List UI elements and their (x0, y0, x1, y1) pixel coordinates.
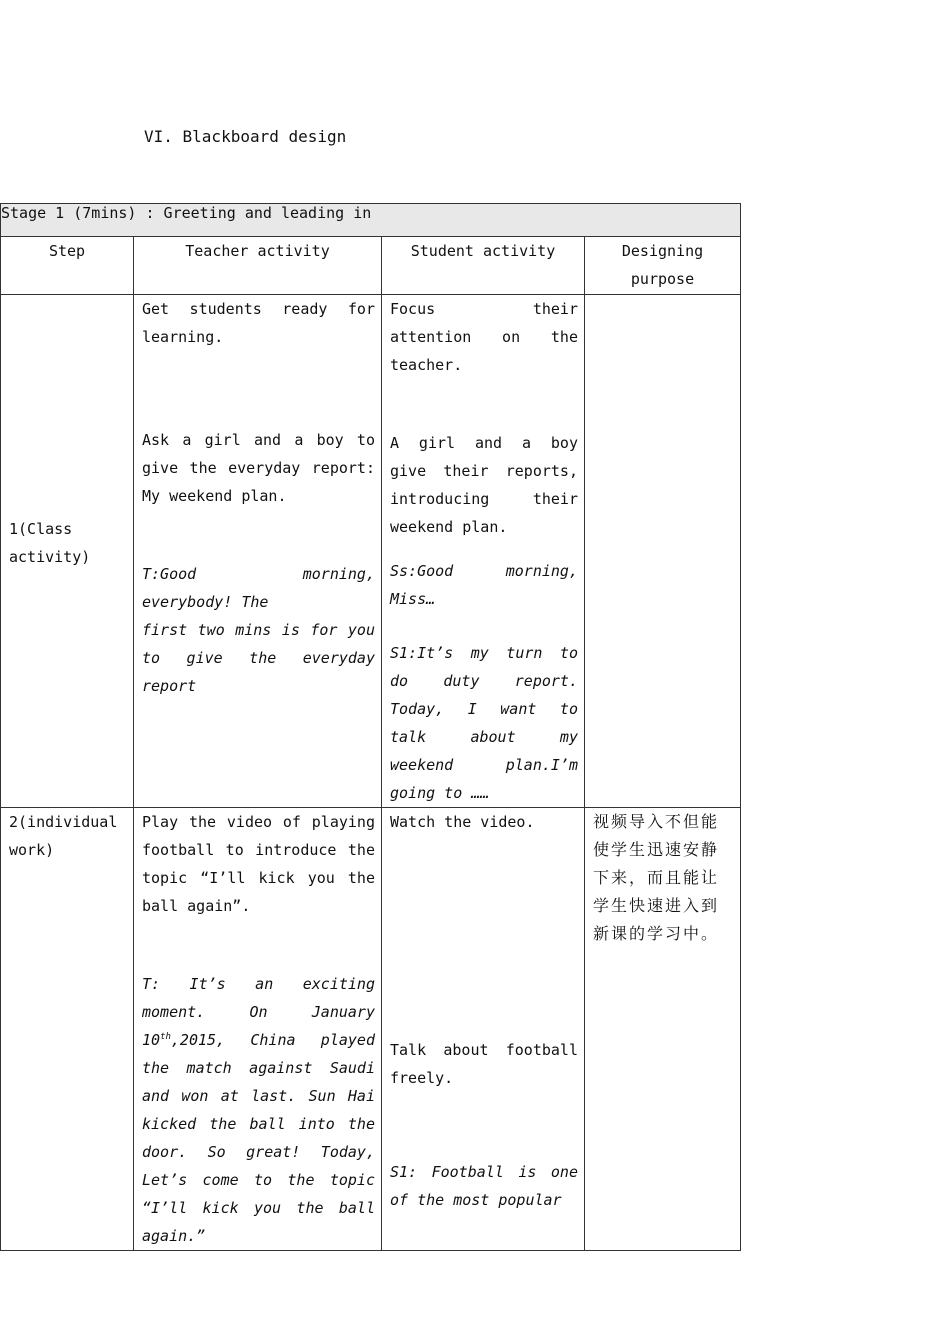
step-cell (1, 295, 134, 808)
stage-title: Stage 1 (7mins) : Greeting and leading in (1, 204, 741, 237)
table-row (1, 295, 741, 808)
teacher-dialogue (142, 970, 375, 1250)
column-header-student-activity: Student activity (382, 237, 585, 295)
table-row (1, 808, 741, 1251)
stage-row (1, 204, 741, 237)
section-heading: VI. Blackboard design (144, 127, 347, 146)
student-paragraph: Focus their attention on the teacher. (390, 300, 578, 374)
step-label: 1(Class activity) (9, 520, 91, 566)
student-dialogue: Ss:Good morning, Miss… (390, 562, 578, 608)
student-paragraph: Watch the video. (390, 813, 535, 831)
designing-purpose-cell (585, 295, 741, 808)
step-label: 2(individual work) (9, 813, 118, 859)
teacher-paragraph: Get students ready for learning. (142, 300, 375, 346)
teacher-activity-cell (134, 295, 382, 808)
teacher-dialogue-part: ,2015, China played the match against Saudi and won at last. Sun Hai kicked the ball into the door. So great! Today, Let’s come to the topic “I’ll kick you the ball again.” (142, 1031, 375, 1245)
column-header-teacher-activity: Teacher activity (134, 237, 382, 295)
step-cell (1, 808, 134, 1251)
student-dialogue: S1:It’s my turn to do duty report. Today, I want to talk about my weekend plan.I’m going to …… (390, 644, 578, 802)
designing-purpose-text: 视频导入不但能使学生迅速安静下来，而且能让学生快速进入到新课的学习中。 (593, 812, 720, 943)
student-paragraph: A girl and a boy give their reports, introducing their weekend plan. (390, 434, 578, 536)
header-row (1, 237, 741, 295)
column-header-designing-purpose: Designing purpose (585, 237, 741, 295)
teacher-paragraph: Ask a girl and a boy to give the everyday report: My weekend plan. (142, 431, 375, 505)
column-header-step: Step (1, 237, 134, 295)
teacher-dialogue-part: T: It’s an exciting moment. On January 10 (142, 975, 375, 1049)
superscript: th (160, 1032, 171, 1042)
student-paragraph: Talk about football freely. (390, 1041, 578, 1087)
teacher-dialogue: first two mins is for you to give the everyday report (142, 621, 375, 695)
designing-purpose-cell (585, 808, 741, 1251)
teacher-dialogue: T:Good morning, everybody! The (142, 565, 375, 611)
student-dialogue: S1: Football is one of the most popular (390, 1163, 578, 1209)
teacher-paragraph: Play the video of playing football to introduce the topic “I’ll kick you the ball again”. (142, 813, 375, 915)
teacher-activity-cell (134, 808, 382, 1251)
student-activity-cell (382, 295, 585, 808)
lesson-plan-table (0, 203, 741, 1251)
student-activity-cell (382, 808, 585, 1251)
